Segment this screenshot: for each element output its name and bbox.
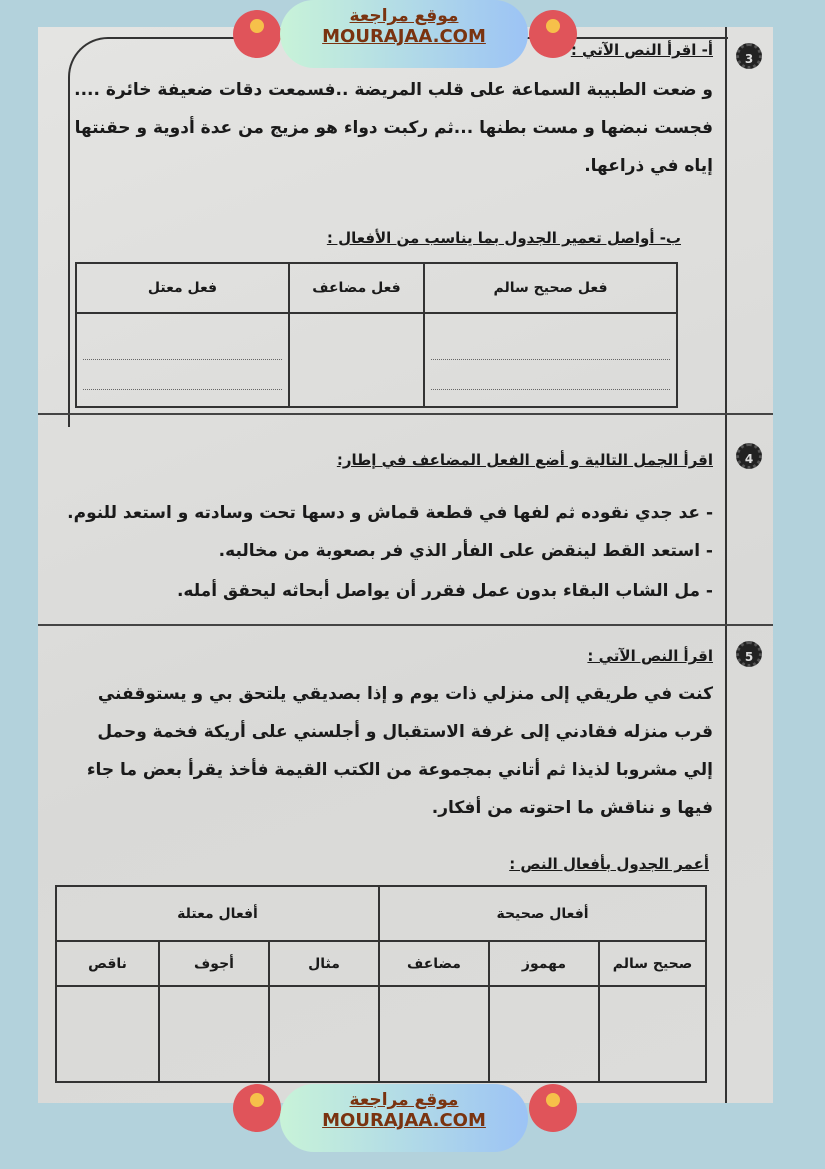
table-cell[interactable] (56, 986, 159, 1082)
sentence: - مل الشاب البقاء بدون عمل فقرر أن يواصل أبحاثه ليحقق أمله. (176, 581, 713, 601)
group-header: أفعال صحيحة (379, 886, 706, 941)
watermark-arabic: موقع مراجعة (349, 6, 459, 26)
watermark-banner[interactable] (280, 1084, 528, 1152)
section1-table-instruction: ب- أواصل تعمير الجدول بما يناسب من الأفعال : (326, 229, 681, 247)
logo-icon (546, 1093, 560, 1107)
column-header: صحيح سالم (599, 941, 706, 986)
table-cell[interactable] (379, 986, 489, 1082)
section-divider (38, 624, 773, 626)
watermark-banner[interactable] (280, 0, 528, 68)
column-header: مهموز (489, 941, 599, 986)
section1-paragraph: و ضعت الطبيبة السماعة على قلب المريضة ..فسمعت دقات ضعيفة خائرة .... فجست نبضها و مست بطنها ...ثم ركبت دواء هو مزيج من عدة أدوية و حقنتها إياه في ذراعها. (74, 80, 713, 176)
column-header: مثال (269, 941, 379, 986)
table-cell[interactable] (269, 986, 379, 1082)
column-header: أجوف (159, 941, 269, 986)
sentence: - عد جدي نقوده ثم لفها في قطعة قماش و دسها تحت وسادته و استعد للنوم. (67, 503, 713, 523)
site-logo[interactable] (529, 1084, 577, 1132)
section3-paragraph: كنت في طريقي إلى منزلي ذات يوم و إذا بصديقي يلتحق بي و يستوقفني قرب منزله فقادني إلى غرفة الاستقبال و أجلسني على أريكة فخمة وحمل إلي مشروبا لذيذا ثم أتاني بمجموعة من الكتب القيمة فأخذ يقرأ بعض ما جاء فيها و نناقش ما احتوته من أفكار. (86, 684, 713, 818)
table-cell[interactable] (76, 313, 289, 407)
section3-table-instruction: أعمر الجدول بأفعال النص : (509, 855, 709, 873)
logo-icon (546, 19, 560, 33)
watermark-latin[interactable]: MOURAJAA.COM (322, 1110, 486, 1131)
exercise-number-badge: 3 (736, 43, 762, 69)
site-logo[interactable] (529, 10, 577, 58)
group-header: أفعال معتلة (56, 886, 379, 941)
site-logo[interactable] (233, 1084, 281, 1132)
table-cell[interactable] (489, 986, 599, 1082)
table-cell[interactable] (599, 986, 706, 1082)
sentence: - استعد القط لينقض على الفأر الذي فر بصعوبة من مخالبه. (218, 541, 713, 561)
watermark-latin[interactable]: MOURAJAA.COM (322, 26, 486, 47)
table-header: فعل مضاعف (289, 263, 424, 313)
watermark-arabic: موقع مراجعة (349, 1090, 459, 1110)
site-logo[interactable] (233, 10, 281, 58)
section-divider (38, 413, 773, 415)
verbs-table-1 (75, 262, 678, 408)
table-header: فعل معتل (76, 263, 289, 313)
column-header: ناقص (56, 941, 159, 986)
exercise-number-badge: 4 (736, 443, 762, 469)
exam-page (38, 27, 773, 1103)
column-header: مضاعف (379, 941, 489, 986)
table-cell[interactable] (424, 313, 677, 407)
section1-title: أ- اقرأ النص الآتي : (570, 41, 713, 59)
logo-icon (250, 19, 264, 33)
logo-icon (250, 1093, 264, 1107)
exercise-number-badge: 5 (736, 641, 762, 667)
table-header: فعل صحيح سالم (424, 263, 677, 313)
section3-title: اقرأ النص الآتي : (587, 647, 713, 665)
table-cell[interactable] (159, 986, 269, 1082)
table-cell[interactable] (289, 313, 424, 407)
verbs-table-2 (55, 885, 707, 1083)
section2-title: اقرأ الجمل التالية و أضع الفعل المضاعف في إطار: (336, 451, 713, 469)
